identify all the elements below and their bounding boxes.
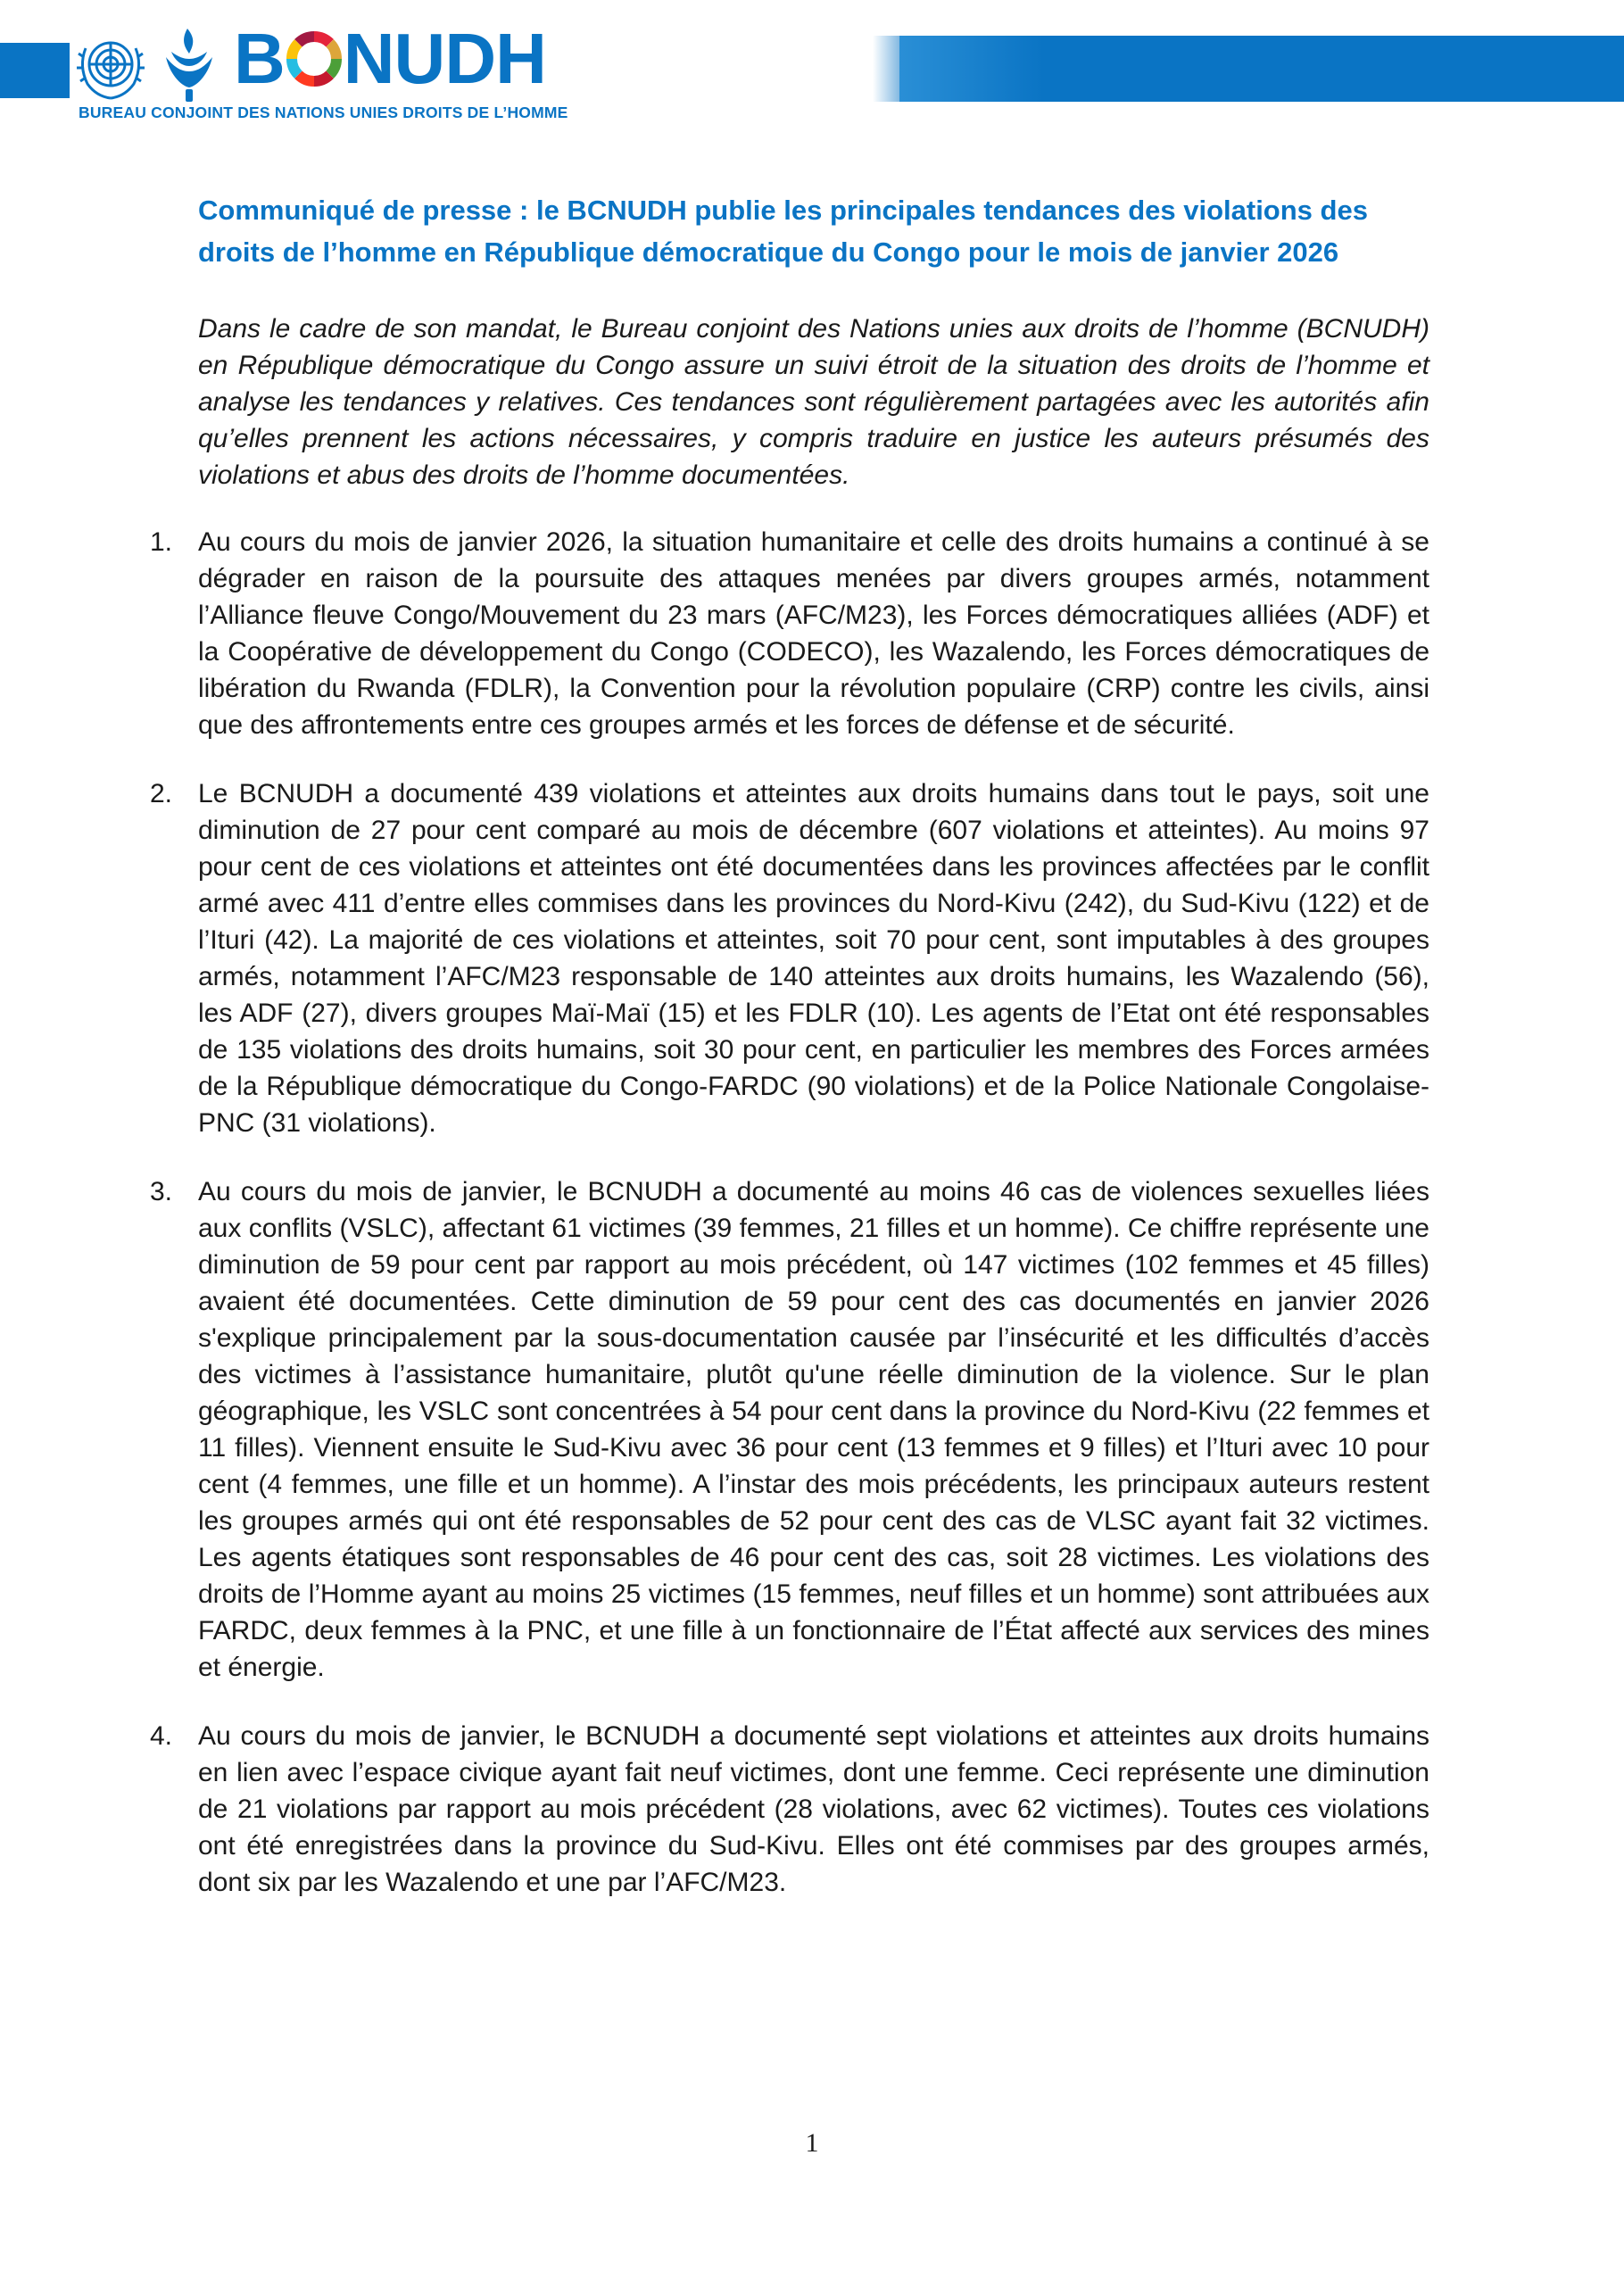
paragraph-number: 3.	[150, 1177, 173, 1206]
list-item	[150, 524, 1429, 743]
paragraph-text: Au cours du mois de janvier, le BCNUDH a documenté sept violations et atteintes aux droits humains en lien avec l’espace civique ayant fait neuf victimes, dont une femme. Ceci représente une diminution de 21 violations par rapport au mois précédent (28 violations, avec 62 victimes). Toutes ces violations ont été enregistrées dans la province du Sud-Kivu. Elles ont été commises par des groupes armés, dont six par les Wazalendo et une par l’AFC/M23.	[198, 1721, 1429, 1897]
intro-paragraph: Dans le cadre de son mandat, le Bureau conjoint des Nations unies aux droits de l’homme (BCNUDH) en République démocratique du Congo assure un suivi étroit de la situation des droits de l’homme et analyse les tendances y relatives. Ces tendances sont régulièrement partagées avec les autorités afin qu’elles prennent les actions nécessaires, y compris traduire en justice les auteurs présumés des violations et abus des droits de l’homme documentées.	[198, 314, 1429, 490]
page-number: 1	[805, 2128, 819, 2158]
paragraph-number: 1.	[150, 527, 173, 557]
paragraph-text: Au cours du mois de janvier, le BCNUDH a documenté au moins 46 cas de violences sexuelles liées aux conflits (VSLC), affectant 61 victimes (39 femmes, 21 filles et un homme). Ce chiffre représente une diminution de 59 pour cent par rapport au mois précédent, où 147 victimes (102 femmes et 45 filles) avaient été documentées. Cette diminution de 59 pour cent des cas documentés en janvier 2026 s'explique principalement par la sous-documentation causée par l’insécurité et les difficultés d’accès des victimes à l’assistance humanitaire, plutôt qu'une réelle diminution de la violence. Sur le plan géographique, les VSLC sont concentrées à 54 pour cent dans la province du Nord-Kivu (22 femmes et 11 filles). Viennent ensuite le Sud-Kivu avec 36 pour cent (13 femmes et 9 filles) et l’Ituri avec 10 pour cent (4 femmes, une fille et un homme). A l’instar des mois précédents, les principaux auteurs restent les groupes armés qui ont été responsables de 52 pour cent des cas de VLSC ayant fait 32 victimes. Les agents étatiques sont responsables de 46 pour cent des cas, soit 28 victimes. Les violations des droits de l’Homme ayant au moins 25 victimes (15 femmes, neuf filles et un homme) sont attribuées aux FARDC, deux femmes à la PNC, et une fille à un fonctionnaire de l’État affecté aux services des mines et énergie.	[198, 1177, 1429, 1682]
sdg-wheel-icon	[286, 31, 342, 87]
paragraph-text: Au cours du mois de janvier 2026, la situation humanitaire et celle des droits humains a continué à se dégrader en raison de la poursuite des attaques menées par divers groupes armés, notamment l’Alliance fleuve Congo/Mouvement du 23 mars (AFC/M23), les Forces démocratiques alliées (ADF) et la Coopérative de développement du Congo (CODECO), les Wazalendo, les Forces démocratiques de libération du Rwanda (FDLR), la Convention pour la révolution populaire (CRP) contre les civils, ainsi que des affrontements entre ces groupes armés et les forces de défense et de sécurité.	[198, 527, 1429, 740]
logo-subtitle: BUREAU CONJOINT DES NATIONS UNIES DROITS DE L’HOMME	[79, 104, 568, 121]
un-emblem-icon	[75, 21, 228, 105]
logo-wordmark: B NUDH	[234, 19, 546, 98]
list-item	[150, 1173, 1429, 1686]
header-bar-right	[899, 36, 1624, 102]
paragraph-number: 4.	[150, 1721, 173, 1751]
list-item	[150, 775, 1429, 1141]
press-release-body	[150, 189, 1429, 1933]
paragraph-number: 2.	[150, 779, 173, 808]
header-bar-left	[0, 43, 70, 98]
bcnudh-logo	[75, 12, 896, 120]
numbered-paragraphs	[150, 524, 1429, 1901]
page-title: Communiqué de presse : le BCNUDH publie les principales tendances des violations des droits de l’homme en République démocratique du Congo pour le mois de janvier 2026	[198, 195, 1368, 268]
list-item	[150, 1718, 1429, 1901]
paragraph-text: Le BCNUDH a documenté 439 violations et atteintes aux droits humains dans tout le pays, soit une diminution de 27 pour cent comparé au mois de décembre (607 violations et atteintes). Au moins 97 pour cent de ces violations et atteintes ont été documentées dans les provinces affectées par le conflit armé avec 411 d’entre elles commises dans les provinces du Nord-Kivu (242), du Sud-Kivu (122) et de l’Ituri (42). La majorité de ces violations et atteintes, soit 70 pour cent, sont imputables à des groupes armés, notamment l’AFC/M23 responsable de 140 atteintes aux droits humains, les Wazalendo (56), les ADF (27), divers groupes Maï-Maï (15) et les FDLR (10). Les agents de l’Etat ont été responsables de 135 violations des droits humains, soit 30 pour cent, en particulier les membres des Forces armées de la République démocratique du Congo-FARDC (90 violations) et de la Police Nationale Congolaise-PNC (31 violations).	[198, 779, 1429, 1138]
